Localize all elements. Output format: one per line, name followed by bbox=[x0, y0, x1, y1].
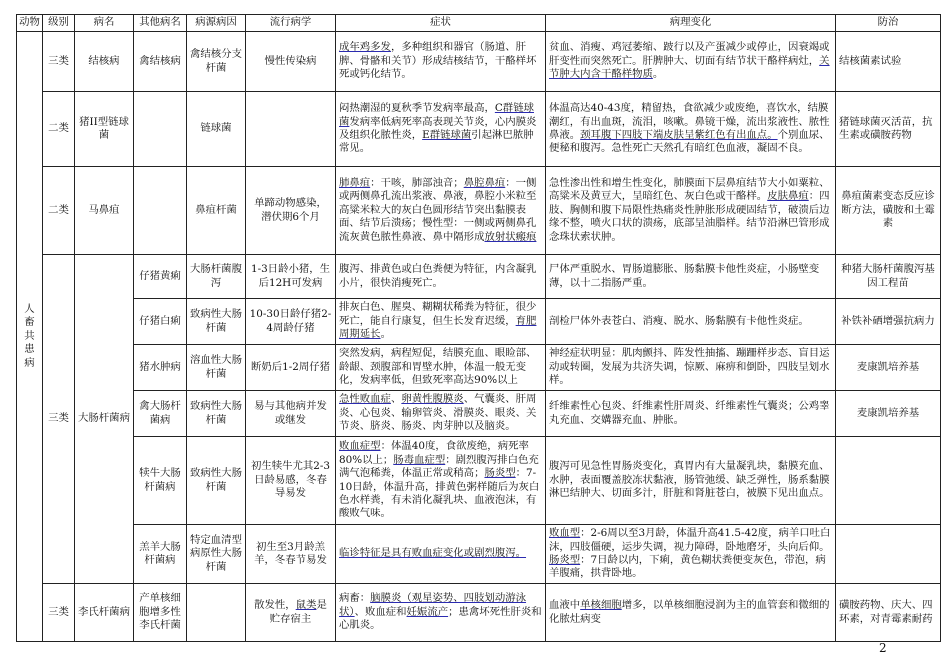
symptom-highlight: 脑膜炎（观星姿势、四肢划动游泳状） bbox=[339, 592, 527, 618]
epidemiology-cell bbox=[246, 92, 336, 167]
epidemiology-cell: 慢性传染病 bbox=[246, 32, 336, 92]
symptom-cell: 腹泻、排黄色或白色粪便为特征，内含凝乳小片，很快消瘦死亡。 bbox=[336, 255, 546, 299]
table-row bbox=[17, 167, 941, 255]
pathology-highlight: 关节肿大内含干酪样物质 bbox=[549, 54, 830, 81]
symptom-highlight: E群链球菌 bbox=[422, 129, 472, 141]
header-alias: 其他病名 bbox=[134, 15, 187, 32]
cause-cell: 致病性大肠杆菌 bbox=[187, 299, 246, 345]
alias-cell: 羔羊大肠杆菌病 bbox=[134, 525, 187, 584]
epidemiology-cell bbox=[246, 584, 336, 642]
table-row bbox=[17, 299, 941, 345]
pathology-highlight: 颈耳腹下四肢下端皮肤呈紫红色有出血点。 bbox=[580, 129, 778, 141]
alias-cell: 仔猪黄痢 bbox=[134, 255, 187, 299]
symptom-cell bbox=[336, 584, 546, 642]
epidemiology-cell: 初生至3月龄羔羊，冬春节易发 bbox=[246, 525, 336, 584]
level-cell: 三类 bbox=[43, 32, 75, 92]
level-cell: 二类 bbox=[43, 92, 75, 167]
pathology-cell: 纤维素性心包炎、纤维素性肝周炎、纤维素性气囊炎；公鸡睾丸充血、交媾器充血、肿胀。 bbox=[546, 391, 836, 437]
cause-cell: 致病性大肠杆菌 bbox=[187, 391, 246, 437]
alias-cell bbox=[134, 167, 187, 255]
symptom-text: 排灰白色、腥臭、糊糊状稀粪为特征，很少死亡，能自行康复，但生长发育迟缓， bbox=[339, 301, 537, 327]
symptom-highlight: 肠炎型 bbox=[484, 467, 516, 480]
symptom-text: ；患禽坏死性肝炎和心肌炎。 bbox=[339, 605, 542, 632]
table-row bbox=[17, 32, 941, 92]
symptom-highlight: 鼻腔鼻疽 bbox=[463, 176, 506, 189]
table-row bbox=[17, 525, 941, 584]
pathology-text: ：7日龄以内，下痢，黄色糊状粪便变灰色，带泡，病羊腹痛，拱背卧地。 bbox=[549, 554, 826, 580]
treatment-cell: 麦康凯培养基 bbox=[836, 391, 941, 437]
pathology-highlight: 肠炎型 bbox=[549, 554, 581, 566]
symptom-highlight: 育肥周期延长 bbox=[339, 314, 537, 341]
symptom-highlight: 成年鸡多发 bbox=[339, 41, 391, 54]
pathology-cell bbox=[546, 167, 836, 255]
symptom-cell bbox=[336, 92, 546, 167]
symptom-highlight: 临诊特征是具有败血症变化或剧烈腹泻。 bbox=[339, 547, 527, 560]
symptom-cell bbox=[336, 32, 546, 92]
epidemiology-highlight: 鼠类 bbox=[295, 599, 317, 612]
epidemiology-cell: 单蹄动物感染，潜伏期6个月 bbox=[246, 167, 336, 255]
symptom-highlight: 肠毒血症型 bbox=[393, 453, 446, 466]
treatment-cell bbox=[836, 525, 941, 584]
disease-name: 李氏杆菌病 bbox=[75, 584, 134, 642]
symptom-text: 闷热潮湿的夏秋季节发病率最高， bbox=[339, 102, 495, 115]
symptom-text: 病畜： bbox=[339, 592, 371, 605]
symptom-text: 、气囊炎、肝周炎、心包炎、输卵管炎、滑膜炎、眼炎、关节炎、脐炎、肠炎、肉芽肿以及脑炎。 bbox=[339, 393, 537, 433]
table-row bbox=[17, 584, 941, 642]
header-epidemiology: 流行病学 bbox=[246, 15, 336, 32]
table-row bbox=[17, 437, 941, 525]
header-cause: 病源病因 bbox=[187, 15, 246, 32]
disease-name: 猪II型链球菌 bbox=[75, 92, 134, 167]
pathology-cell: 神经症状明显：肌肉颤抖、阵发性抽搐、蹦跚样步态、盲目运动或转圈，发展为共济失调，惊厥、麻痹和倒卧，四肢呈划水样。 bbox=[546, 345, 836, 391]
epidemiology-text: 散发性， bbox=[254, 599, 296, 612]
disease-name: 大肠杆菌病 bbox=[75, 255, 134, 584]
symptom-cell bbox=[336, 299, 546, 345]
treatment-cell: 猪链球菌灭活苗，抗生素或磺胺药物 bbox=[836, 92, 941, 167]
header-pathology: 病理变化 bbox=[546, 15, 836, 32]
epidemiology-cell: 10-30日龄仔猪2-4周龄仔猪 bbox=[246, 299, 336, 345]
header-treatment: 防治 bbox=[836, 15, 941, 32]
alias-cell: 猪水肿病 bbox=[134, 345, 187, 391]
pathology-cell: 尸体严重脱水、胃肠道膨胀、肠黏膜卡他性炎症，小肠壁变薄，以十二指肠严重。 bbox=[546, 255, 836, 299]
symptom-cell bbox=[336, 437, 546, 525]
pathology-text: 贫血、消瘦、鸡冠萎缩、跛行以及产蛋减少或停止，因衰竭或肝变性而突然死亡。肝脾肿大、切面有结节状干酪样病灶， bbox=[549, 41, 830, 67]
symptom-text: ：体温40度，食欲废绝，病死率80%以上； bbox=[339, 440, 529, 466]
symptom-cell bbox=[336, 167, 546, 255]
pathology-text: 增多，以单核细胞浸润为主的血管套和微细的化脓灶病变 bbox=[549, 599, 830, 625]
pathology-text: 。 bbox=[652, 68, 664, 81]
disease-name: 马鼻疽 bbox=[75, 167, 134, 255]
animal-category: 人畜共患病 bbox=[17, 32, 43, 642]
alias-cell: 犊牛大肠杆菌病 bbox=[134, 437, 187, 525]
epidemiology-cell: 1-3日龄小猪，生后12H可发病 bbox=[246, 255, 336, 299]
symptom-text: 、 bbox=[390, 393, 402, 406]
pathology-highlight: 单核细胞 bbox=[580, 599, 622, 612]
cause-cell: 大肠杆菌腹泻 bbox=[187, 255, 246, 299]
treatment-cell: 种猪大肠杆菌腹泻基因工程苗 bbox=[836, 255, 941, 299]
pathology-highlight: 皮肤鼻疽 bbox=[767, 190, 809, 203]
symptom-highlight: 妊娠流产 bbox=[406, 605, 449, 618]
symptom-text: ，多种组织和器官（肠道、肝脾、骨骼和关节）形成结核结节，干酪样坏死或钙化结节。 bbox=[339, 41, 537, 81]
symptom-highlight: 卵黄性腹膜炎 bbox=[401, 393, 464, 406]
symptom-text: ：7-10日龄，体温升高，排黄色粥样随后为灰白色水样粪，有未消化凝乳块、血液泡沫，有酸败气味。 bbox=[339, 467, 540, 520]
pathology-cell bbox=[546, 32, 836, 92]
alias-cell bbox=[134, 92, 187, 167]
pathology-highlight: 败血型 bbox=[549, 527, 581, 540]
table-row bbox=[17, 391, 941, 437]
symptom-highlight: 肺鼻疽 bbox=[339, 176, 371, 189]
pathology-cell: 剖检尸体外表苍白、消瘦、脱水、肠黏膜有卡他性炎症。 bbox=[546, 299, 836, 345]
pathology-text: 急性渗出性和增生性变化，肺膜面下层鼻疽结节大小如粟粒、高粱米及黄豆大，呈暗红色、灰白色或干酪样。 bbox=[549, 176, 830, 203]
header-symptoms: 症状 bbox=[336, 15, 546, 32]
table-row bbox=[17, 255, 941, 299]
cause-cell: 溶血性大肠杆菌 bbox=[187, 345, 246, 391]
header-row bbox=[17, 15, 941, 32]
symptom-cell bbox=[336, 525, 546, 584]
treatment-cell: 磺胺药物、庆大、四环素，对青霉素耐药 bbox=[836, 584, 941, 642]
pathology-cell: 腹泻可见急性胃肠炎变化，真胃内有大量凝乳块，黏膜充血、水肿，表面覆盖胶冻状黏液，肠管弛缓、缺乏弹性，肠系黏膜淋巴结肿大、切面多汁，肝脏和肾脏苍白，被膜下见出血点。 bbox=[546, 437, 836, 525]
symptom-text: ：干咳，肺部浊音； bbox=[370, 176, 464, 189]
disease-table bbox=[16, 14, 941, 642]
pathology-cell bbox=[546, 525, 836, 584]
header-animal: 动物 bbox=[17, 15, 43, 32]
alias-cell: 产单核细胞增多性李氏杆菌 bbox=[134, 584, 187, 642]
pathology-text: 血液中 bbox=[549, 599, 581, 612]
treatment-cell bbox=[836, 437, 941, 525]
epidemiology-cell: 易与其他病并发或继发 bbox=[246, 391, 336, 437]
treatment-cell: 鼻疽菌素变态反应诊断方法，磺胺和土霉素 bbox=[836, 167, 941, 255]
disease-name: 结核病 bbox=[75, 32, 134, 92]
pathology-text: 个别血尿、便秘和腹泻。急性死亡天然孔有暗红色血液，凝固不良。 bbox=[549, 129, 830, 155]
page-number: 2 bbox=[879, 641, 887, 655]
symptom-text: 。 bbox=[380, 328, 391, 341]
cause-cell: 鼻疽杆菌 bbox=[187, 167, 246, 255]
epidemiology-text: 是贮存宿主 bbox=[269, 599, 327, 625]
level-cell: 三类 bbox=[43, 255, 75, 584]
symptom-text: ：一侧或两侧鼻孔流出浆液、鼻液，鼻腔小米粒至高粱米粒大的灰白色圆形结节突出黏膜表面、结节后溃疡；慢性型：一侧或两侧鼻孔流灰黄色脓性鼻液、鼻中隔形成 bbox=[339, 176, 537, 243]
symptom-cell bbox=[336, 391, 546, 437]
epidemiology-cell: 初生犊牛尤其2-3日龄易感，冬春导易发 bbox=[246, 437, 336, 525]
symptom-text: ：剧烈腹泻排白色充满气泡稀粪，体温正常或稍高； bbox=[339, 453, 539, 480]
cause-cell: 特定血清型病原性大肠杆菌 bbox=[187, 525, 246, 584]
alias-cell: 禽结核病 bbox=[134, 32, 187, 92]
header-disease: 病名 bbox=[75, 15, 134, 32]
symptom-cell: 突然发病，病程短促，结膜充血、眼睑部、龄龈、颈腹部和胃壁水肿，体温一般无变化，发病率低，但致死率高达90%以上 bbox=[336, 345, 546, 391]
treatment-cell: 麦康凯培养基 bbox=[836, 345, 941, 391]
symptom-text: 、败血症和 bbox=[354, 605, 407, 618]
symptom-highlight: 败血症型 bbox=[339, 440, 381, 453]
symptom-highlight: C群链球菌 bbox=[339, 102, 534, 128]
table-row bbox=[17, 345, 941, 391]
pathology-text: ：2-6周以至3月龄，体温升高41.5-42度，病羊口吐白沫，四肢僵硬，运步失调，视力障碍，卧地磨牙，头向后仰。 bbox=[549, 527, 831, 553]
cause-cell: 链球菌 bbox=[187, 92, 246, 167]
cause-cell: 禽结核分支杆菌 bbox=[187, 32, 246, 92]
cause-cell: 致病性大肠杆菌 bbox=[187, 437, 246, 525]
level-cell: 三类 bbox=[43, 584, 75, 642]
symptom-text: 发病率低病死率高表现关节炎，心内膜炎及组织化脓性炎， bbox=[339, 115, 537, 141]
header-level: 级别 bbox=[43, 15, 75, 32]
symptom-text: 引起淋巴脓肿常见。 bbox=[339, 129, 534, 155]
pathology-text: ：四肢、胸侧和腹下局限性热痛炎性肿胀形成硬固结节，破溃后边缘不整，喷火口状的溃疡，底部呈油脂样。结节沿淋巴管形成念珠状索状肿。 bbox=[549, 190, 830, 243]
pathology-cell bbox=[546, 584, 836, 642]
epidemiology-cell: 断奶后1-2周仔猪 bbox=[246, 345, 336, 391]
cause-cell bbox=[187, 584, 246, 642]
pathology-text: 体温高达40-43度，精留热，食欲减少或废绝，喜饮水，结膜潮红，有出血斑，流泪，咳嗽。鼻镜干燥，流出浆液性、脓性鼻液。 bbox=[549, 102, 830, 141]
pathology-cell bbox=[546, 92, 836, 167]
table-row bbox=[17, 92, 941, 167]
symptom-highlight: 急性败血症 bbox=[339, 393, 391, 406]
level-cell: 二类 bbox=[43, 167, 75, 255]
treatment-cell: 补铁补硒增强抗病力 bbox=[836, 299, 941, 345]
symptom-highlight: 放射状瘢痕 bbox=[484, 230, 537, 243]
alias-cell: 禽大肠杆菌病 bbox=[134, 391, 187, 437]
treatment-cell: 结核菌素试验 bbox=[836, 32, 941, 92]
alias-cell: 仔猪白痢 bbox=[134, 299, 187, 345]
